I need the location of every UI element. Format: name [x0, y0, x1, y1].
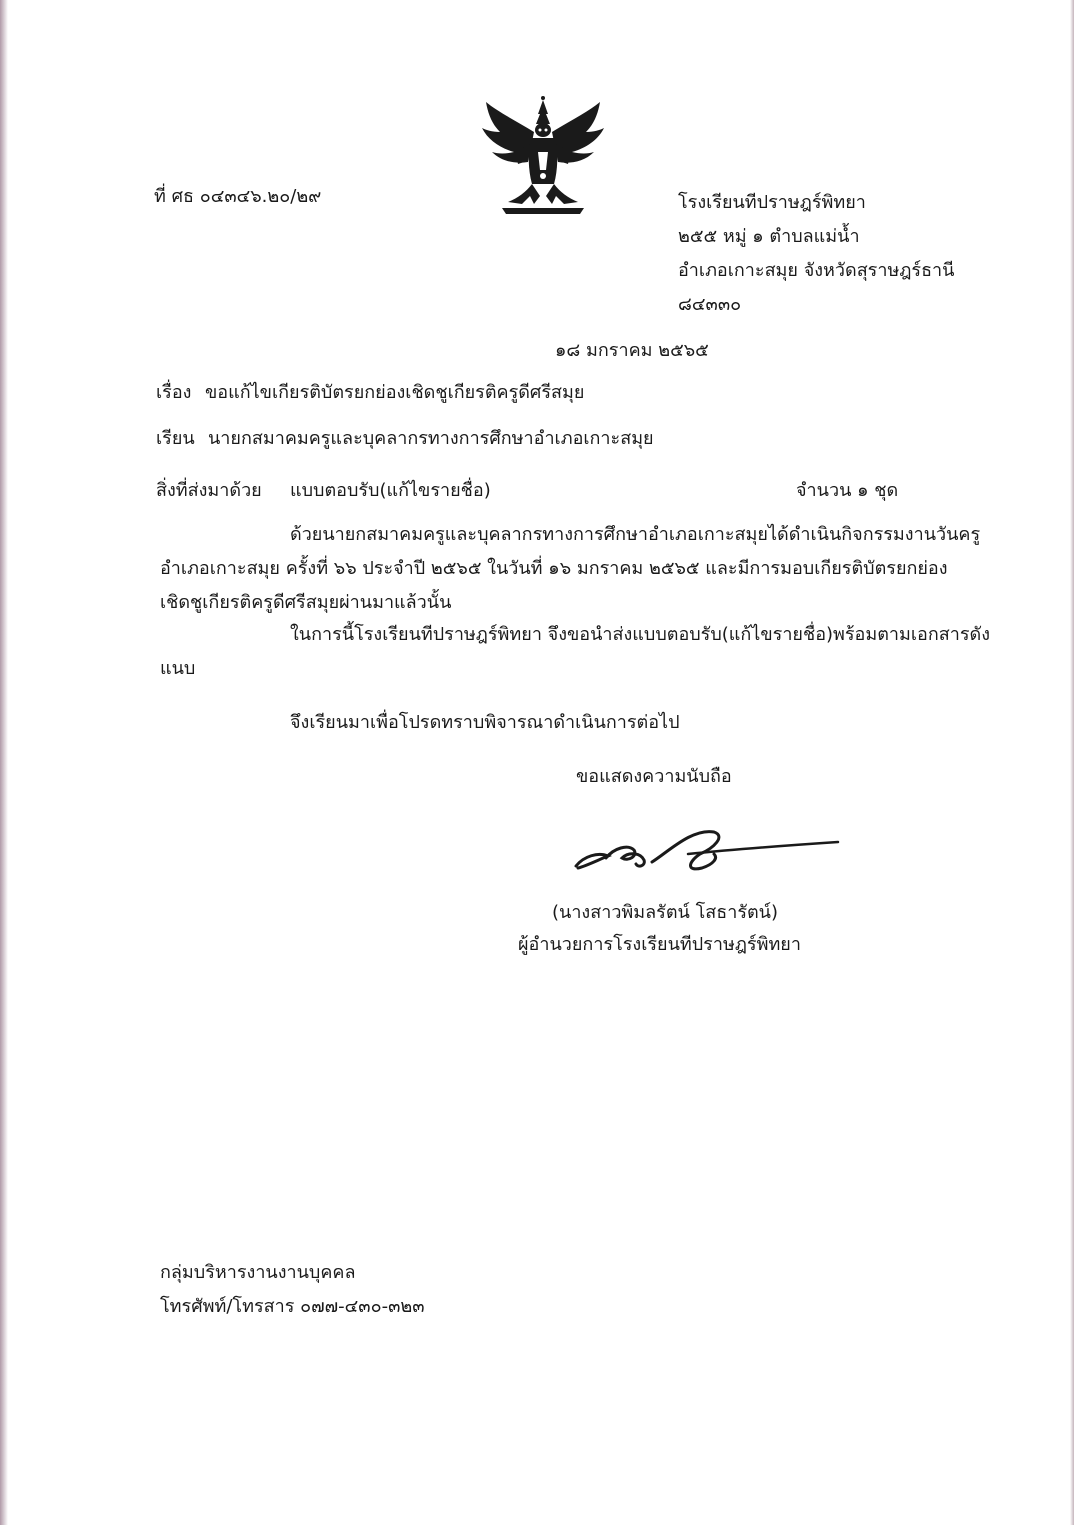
handwritten-signature — [568, 822, 848, 892]
page-edge-right — [1070, 0, 1074, 1525]
recipient-text: นายกสมาคมครูและบุคลากรทางการศึกษาอำเภอเกาะสมุย — [208, 428, 654, 449]
body-paragraph1-line3: เชิดชูเกียรติครูดีศรีสมุยผ่านมาแล้วนั้น — [160, 592, 452, 613]
enclosure-label: สิ่งที่ส่งมาด้วย — [156, 480, 262, 501]
garuda-emblem-icon — [478, 92, 608, 222]
recipient-label: เรียน — [156, 428, 195, 449]
regards-text: ขอแสดงความนับถือ — [576, 766, 732, 787]
sender-address-line1: ๒๕๕ หมู่ ๑ ตำบลแม่น้ำ — [678, 226, 860, 247]
sender-name: โรงเรียนทีปราษฎร์พิทยา — [678, 192, 866, 213]
body-paragraph2-line2: แนบ — [160, 658, 196, 679]
letter-date: ๑๘ มกราคม ๒๕๖๕ — [555, 340, 709, 361]
sender-postal-code: ๘๔๓๓๐ — [678, 294, 742, 315]
sender-address-line2: อำเภอเกาะสมุย จังหวัดสุราษฎร์ธานี — [678, 260, 955, 281]
footer-contact: โทรศัพท์/โทรสาร ๐๗๗-๔๓๐-๓๒๓ — [160, 1296, 425, 1317]
enclosure-text: แบบตอบรับ(แก้ไขรายชื่อ) — [290, 480, 491, 501]
closing-request: จึงเรียนมาเพื่อโปรดทราบพิจารณาดำเนินการต่อไป — [290, 712, 680, 733]
signer-name: (นางสาวพิมลรัตน์ โสธารัตน์) — [552, 902, 779, 923]
body-paragraph2-line1: ในการนี้โรงเรียนทีปราษฎร์พิทยา จึงขอนำส่งแบบตอบรับ(แก้ไขรายชื่อ)พร้อมตามเอกสารดัง — [290, 624, 990, 645]
footer-department: กลุ่มบริหารงานงานบุคคล — [160, 1262, 356, 1283]
body-paragraph1-line2: อำเภอเกาะสมุย ครั้งที่ ๖๖ ประจำปี ๒๕๖๕ ในวันที่ ๑๖ มกราคม ๒๕๖๕ และมีการมอบเกียรติบัตรยกย่อง — [160, 558, 948, 579]
signer-position: ผู้อำนวยการโรงเรียนทีปราษฎร์พิทยา — [518, 934, 801, 955]
subject-text: ขอแก้ไขเกียรติบัตรยกย่องเชิดชูเกียรติครูดีศรีสมุย — [205, 382, 585, 403]
enclosure-quantity: จำนวน ๑ ชุด — [796, 480, 899, 501]
subject-label: เรื่อง — [156, 382, 192, 403]
body-paragraph1-line1: ด้วยนายกสมาคมครูและบุคลากรทางการศึกษาอำเภอเกาะสมุยได้ดำเนินกิจกรรมงานวันครู — [290, 524, 981, 545]
reference-number: ที่ ศธ ๐๔๓๔๖.๒๐/๒๙ — [154, 186, 322, 207]
page-edge-left — [0, 0, 8, 1525]
